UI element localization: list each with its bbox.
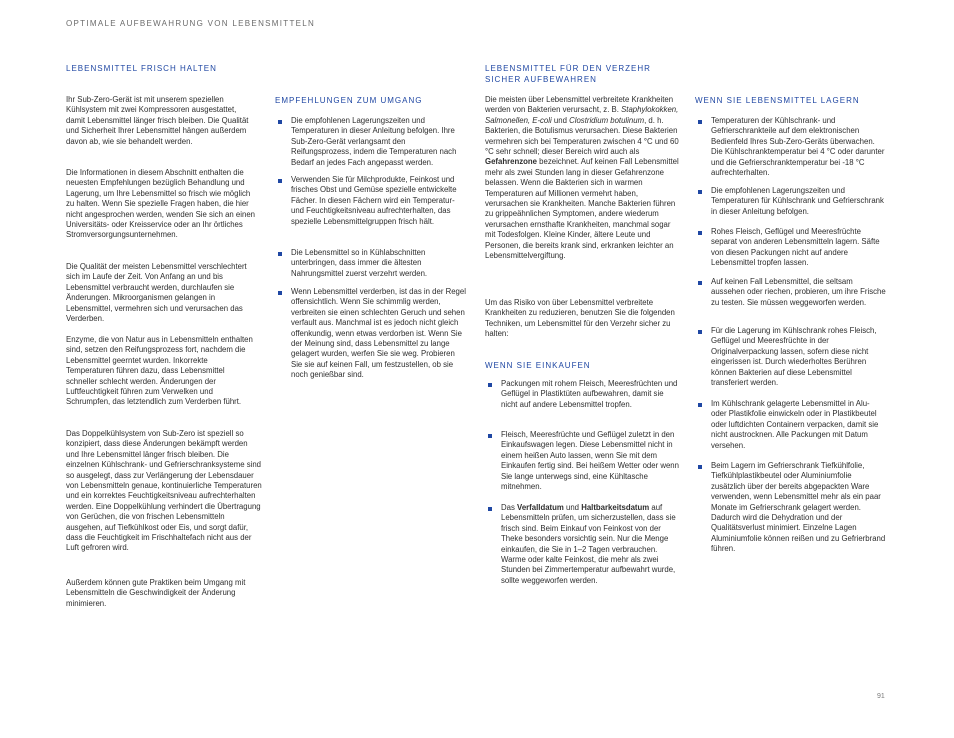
bullet-list (485, 503, 679, 586)
list-item (695, 461, 887, 555)
list-item (695, 186, 887, 217)
heading-storing: WENN SIE LEBENSMITTEL LAGERN (695, 96, 860, 105)
paragraph: Die Qualität der meisten Lebensmittel verschlechtert sich im Laufe der Zeit. Von Anfang an und bis Lebensmittel verbraucht werden, durchlaufen sie Änderungen. Mikroorganismen gelangen in Lebensmittel, vermehren sich und verursachen das Verderben. (66, 262, 247, 324)
bullet-icon (488, 383, 492, 387)
bullet-icon (698, 465, 702, 469)
heading-fresh: LEBENSMITTEL FRISCH HALTEN (66, 64, 217, 73)
bullet-list (485, 379, 679, 410)
list-item-text: Packungen mit rohem Fleisch, Meeresfrüchten und Geflügel in Plastiktüten aufbewahren, damit sie nicht auf andere Lebensmittel tropfen. (501, 379, 678, 409)
list-item-text: Fleisch, Meeresfrüchte und Geflügel zuletzt in den Einkaufswagen legen. Diese Lebensmittel nicht in einem heißen Auto lassen, wenn Sie mit dem Einkaufen fertig sind. Bei heißem Wetter oder wenn Sie lange unterwegs sind, eine Kühltasche mitnehmen. (501, 430, 679, 492)
bullet-icon (698, 231, 702, 235)
paragraph: Die Informationen in diesem Abschnitt enthalten die neuesten Empfehlungen bezüglich Behandlung und Lagerung, um Ihre Lebensmittel so frisch wie möglich zu halten. Wenn Sie spezielle Fragen haben, die hier nicht angesprochen werden, wenden Sie sich an einen Universitäts- oder Kreisservice oder an Ihr örtliches Stromversorgungsunternehmen. (66, 168, 255, 240)
list-item-text: Rohes Fleisch, Geflügel und Meeresfrüchte separat von anderen Lebensmitteln lagern. Säfte von diesen Packungen nicht auf andere Lebensmittel tropfen lassen. (711, 227, 880, 268)
list-item (485, 430, 679, 492)
bullet-icon (278, 179, 282, 183)
bullet-list (275, 248, 467, 279)
bullet-icon (278, 291, 282, 295)
paragraph: Ihr Sub-Zero-Gerät ist mit unserem speziellen Kühlsystem mit zwei Kompressoren ausgestattet, damit Lebensmittel länger frisch bleiben. Die Qualität und Sicherheit Ihrer Lebensmittel hängen außerdem davon ab, wie sie behandelt werden. (66, 95, 249, 146)
bullet-list (695, 461, 887, 555)
bullet-icon (488, 507, 492, 511)
bullet-icon (698, 120, 702, 124)
heading-shopping: WENN SIE EINKAUFEN (485, 361, 591, 370)
bullet-list (275, 287, 467, 381)
bullet-icon (488, 434, 492, 438)
list-item (695, 326, 887, 388)
list-item-text: Die Lebensmittel so in Kühlabschnitten unterbringen, dass immer die ältesten Nahrungsmittel zuerst verzehrt werden. (291, 248, 428, 278)
paragraph: Um das Risiko von über Lebensmittel verbreitete Krankheiten zu reduzieren, benutzen Sie die folgenden Techniken, um Lebensmittel für den Verzehr sicher zu halten: (485, 298, 675, 339)
paragraph: Das Doppelkühlsystem von Sub-Zero ist speziell so konzipiert, dass diese Änderungen bekämpft werden und Ihre Lebensmittel länger frisch bleiben. Die einzelnen Kühlschrank- und Gefrierschranksysteme sind so ausgelegt, dass zur Verlängerung der Lebensdauer von Lebensmitteln genaue, kontinuierliche Temperaturen und ein korrektes Feuchtigkeitsniveau aufrechterhalten werden. Eine Doppelkühlung verhindert die Übertragung von Gerüchen, die von frischen Lebensmitteln ausgehen, auf Tiefkühlkost oder Eis, und sorgt dafür, dass die Feuchtigkeit im Frischhaltefach nicht aus der Luft gefroren wird. (66, 429, 262, 553)
paragraph: Außerdem können gute Praktiken beim Umgang mit Lebensmitteln die Geschwindigkeit der Änderung minimieren. (66, 578, 246, 608)
list-item (695, 399, 887, 451)
bullet-list (485, 430, 679, 492)
list-item-text: Das Verfalldatum und Haltbarkeitsdatum auf Lebensmitteln prüfen, um sicherzustellen, dass sie frisch sind. Beim Einkauf von Feinkost von der Theke besonders vorsichtig sein. Nur die Menge einkaufen, die Sie in 1–2 Tagen verbrauchen. Warme oder kalte Feinkost, die mehr als zwei Stunden bei Zimmertemperatur aufbewahrt wurde, sollte weggeworfen werden. (501, 503, 676, 585)
list-item-text: Im Kühlschrank gelagerte Lebensmittel in Alu- oder Plastikfolie einwickeln oder in Plastikbeutel oder luftdichten Containern verpacken, damit sie nicht austrocknen. Alle Packungen mit Datum versehen. (711, 399, 879, 450)
bullet-list (695, 186, 887, 217)
heading-handling: EMPFEHLUNGEN ZUM UMGANG (275, 96, 423, 105)
heading-safe-storage-line1: LEBENSMITTEL FÜR DEN VERZEHR (485, 64, 651, 73)
list-item (275, 287, 467, 381)
bullet-icon (278, 252, 282, 256)
list-item-text: Wenn Lebensmittel verderben, ist das in der Regel offensichtlich. Wenn Sie schimmlig werden, verbreiten sie einen schlechten Geruch und sehen verfault aus. Manchmal ist es jedoch nicht gleich offenkundig, wenn etwas verdorben ist. Wenn Sie der Meinung sind, dass Lebensmittel zu lange gelagert wurden, werfen Sie sie weg. Probieren Sie sie auf keinen Fall, um festzustellen, ob sie noch genießbar sind. (291, 287, 466, 380)
bullet-list (275, 116, 467, 168)
bullet-list (695, 277, 887, 308)
list-item (695, 227, 887, 269)
bullet-icon (698, 403, 702, 407)
list-item (275, 175, 467, 227)
paragraph: Enzyme, die von Natur aus in Lebensmitteln enthalten sind, setzen den Reifungsprozess fort, nachdem die Lebensmittel geerntet wurden. Inkorrekte Temperaturen führen dazu, dass Lebensmittel schneller schlecht werden. Änderungen der Luftfeuchtigkeit führen zum Verwelken und Schrumpfen, das letztendlich zum Verderben führt. (66, 335, 253, 407)
page-number: 91 (877, 693, 885, 700)
list-item-text: Die empfohlenen Lagerungszeiten und Temperaturen für Kühlschrank und Gefrierschrank in dieser Anleitung befolgen. (711, 186, 884, 216)
bullet-icon (278, 120, 282, 124)
heading-safe-storage-line2: SICHER AUFBEWAHREN (485, 75, 597, 84)
list-item-text: Beim Lagern im Gefrierschrank Tiefkühlfolie, Tiefkühlplastikbeutel oder Aluminiumfolie zusätzlich über der bereits abgepackten Ware verwenden, wenn Lebensmittel mehr als ein paar Monate im Gefrierschrank gelagert werden. Dadurch wird die Dehydration und der Qualitätsverlust minimiert. Einzelne Lagen Aluminiumfolie können reißen und zu Gefrierbrand führen. (711, 461, 886, 554)
bullet-list (695, 227, 887, 269)
bullet-list (695, 116, 887, 178)
list-item (275, 248, 467, 279)
list-item-text: Verwenden Sie für Milchprodukte, Feinkost und frisches Obst und Gemüse spezielle entwickelte Fächer. In diesen Fächern wird ein Temperatur- und Feuchtigkeitsniveau aufrechterhalten, das spezielle Lebensmittelgruppen frisch hält. (291, 175, 457, 226)
bullet-list (695, 326, 887, 388)
bullet-list (275, 175, 467, 227)
list-item (695, 277, 887, 308)
list-item-text: Temperaturen der Kühlschrank- und Gefrierschrankteile auf dem elektronischen Bedienfeld Ihres Sub-Zero-Geräts überwachen. Die Kühlschranktemperatur bei 4 °C oder darunter und die Gefrierschranktemperatur bei -18 °C aufrechterhalten. (711, 116, 885, 178)
list-item-text: Für die Lagerung im Kühlschrank rohes Fleisch, Geflügel und Meeresfrüchte in der Originalverpackung lassen, sofern diese nicht eingerissen ist. Durch wiederholtes Berühren können Bakterien auf diese Lebensmittel transferiert werden. (711, 326, 877, 388)
running-head: OPTIMALE AUFBEWAHRUNG VON LEBENSMITTELN (66, 19, 316, 28)
list-item-text: Die empfohlenen Lagerungszeiten und Temperaturen in dieser Anleitung befolgen. Ihre Sub-Zero-Gerät verlangsamt den Reifungsprozess, indem die Temperaturen nach Bedarf an jedes Fach angepasst werden. (291, 116, 457, 167)
list-item (485, 379, 679, 410)
list-item (695, 116, 887, 178)
list-item (275, 116, 467, 168)
bullet-icon (698, 330, 702, 334)
list-item (485, 503, 679, 586)
bullet-list (695, 399, 887, 451)
paragraph: Die meisten über Lebensmittel verbreitete Krankheiten werden von Bakterien verursacht, z. B. Staphylokokken, Salmonellen, E-coli und Clostridium botulinum, d. h. Bakterien, die Botulismus verursachen. Diese Bakterien vermehren sich bei Temperaturen zwischen 4 °C und 60 °C sehr schnell; dieser Bereich wird auch als Gefahrenzone bezeichnet. Auf keinen Fall Lebensmittel mehr als zwei Stunden lang in dieser Gefahrenzone belassen. Wenn die Bakterien sich in warmen Temperaturen auf Millionen vermehrt haben, verursachen sie Krankheiten. Manche Bakterien führen zu grippeähnlichen Symptomen, andere wiederum verursachen ernsthafte Krankheiten, manchmal sogar mit Todesfolgen. Kleine Kinder, ältere Leute und Personen, die bereits krank sind, erkranken leichter an Lebensmittelvergiftung. (485, 95, 679, 261)
bullet-icon (698, 281, 702, 285)
list-item-text: Auf keinen Fall Lebensmittel, die seltsam aussehen oder riechen, probieren, um ihre Frische zu testen. Sie müssen weggeworfen werden. (711, 277, 886, 307)
bullet-icon (698, 190, 702, 194)
